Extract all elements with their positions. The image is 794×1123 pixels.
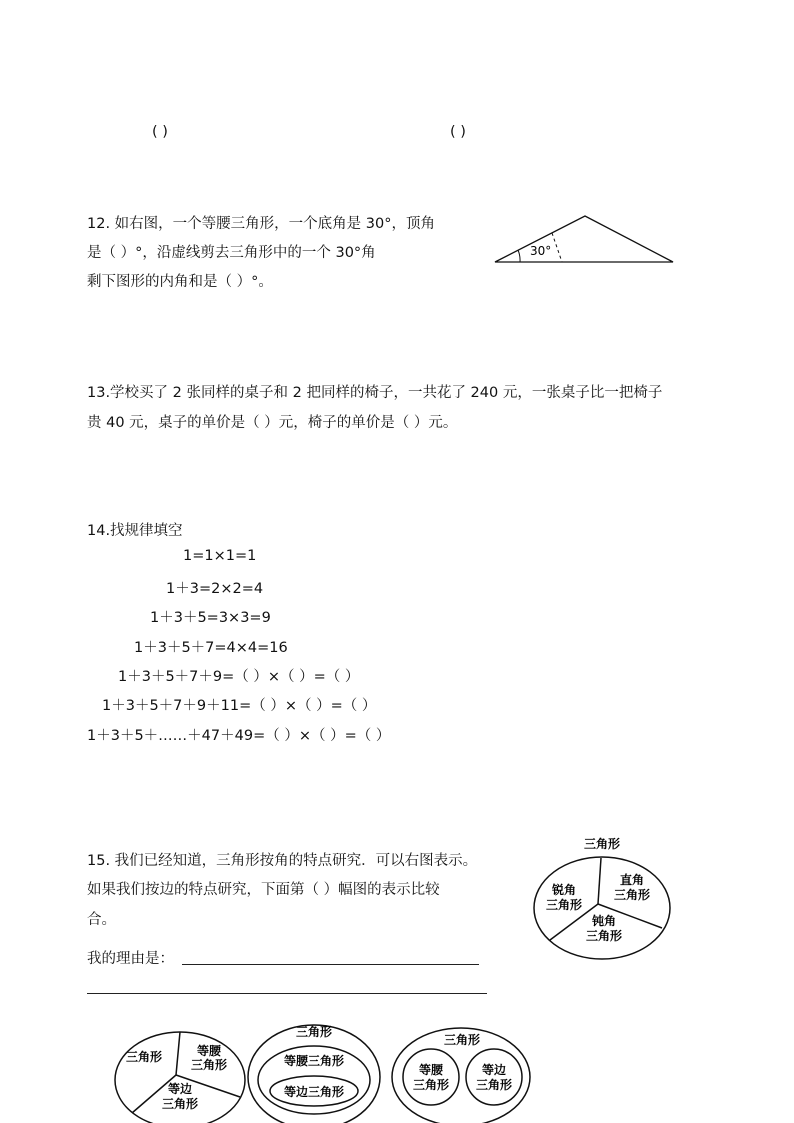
reason-label: 我的理由是： bbox=[87, 951, 174, 967]
acute-label-2: 三角形 bbox=[545, 898, 583, 912]
isosceles-label: 等腰三角形 bbox=[283, 1054, 345, 1068]
triangle-label: 三角形 bbox=[125, 1050, 163, 1064]
pattern-row: 1＋3＋5=3×3=9 bbox=[150, 610, 271, 626]
answer-blank-left: ( ) bbox=[152, 124, 168, 140]
pattern-row: 1＋3＋5＋7＋9＋11=（ ）×（ ）=（ ） bbox=[102, 698, 377, 714]
isosceles-label: 等腰 bbox=[196, 1044, 222, 1058]
answer-blank-right: ( ) bbox=[450, 124, 466, 140]
option-diagram-2 bbox=[244, 1017, 384, 1123]
equilateral-label-2: 三角形 bbox=[475, 1078, 513, 1092]
isosceles-label: 等腰 bbox=[418, 1063, 444, 1077]
right-label: 直角 bbox=[619, 873, 645, 887]
angle-classification-diagram bbox=[528, 832, 676, 964]
q12-line2: 是（ ）°，沿虚线剪去三角形中的一个 30°角 bbox=[87, 245, 376, 261]
reason-blank-1[interactable] bbox=[182, 964, 479, 965]
pattern-row: 1＋3＋5＋……＋47＋49=（ ）×（ ）=（ ） bbox=[87, 728, 391, 744]
q12-line3: 剩下图形的内角和是（ ）°。 bbox=[87, 274, 273, 290]
acute-label: 锐角 bbox=[551, 883, 577, 897]
reason-blank-2[interactable] bbox=[87, 993, 487, 994]
q15-line3: 合。 bbox=[87, 912, 116, 928]
obtuse-label-2: 三角形 bbox=[585, 929, 623, 943]
equilateral-label: 等边 bbox=[167, 1082, 193, 1096]
equilateral-label: 等边三角形 bbox=[283, 1085, 345, 1099]
equilateral-label-2: 三角形 bbox=[161, 1097, 199, 1111]
option-diagram-1 bbox=[110, 1023, 250, 1123]
q13-line2: 贵 40 元，桌子的单价是（ ）元，椅子的单价是（ ）元。 bbox=[87, 415, 458, 431]
triangle-label: 三角形 bbox=[295, 1025, 333, 1039]
q15-line2: 如果我们按边的特点研究，下面第（ ）幅图的表示比较 bbox=[87, 882, 440, 898]
pattern-row: 1＋3＋5＋7=4×4=16 bbox=[134, 640, 288, 656]
obtuse-label: 钝角 bbox=[591, 914, 617, 928]
right-label-2: 三角形 bbox=[613, 888, 651, 902]
triangle-label: 三角形 bbox=[443, 1033, 481, 1047]
pattern-row: 1＋3＋5＋7＋9=（ ）×（ ）=（ ） bbox=[118, 669, 360, 685]
pattern-row: 1＋3=2×2=4 bbox=[166, 581, 264, 597]
q14-title: 14.找规律填空 bbox=[87, 523, 183, 539]
isosceles-triangle-figure bbox=[490, 210, 680, 270]
isosceles-label-2: 三角形 bbox=[412, 1078, 450, 1092]
isosceles-label-2: 三角形 bbox=[190, 1058, 228, 1072]
q12-line1: 12. 如右图，一个等腰三角形，一个底角是 30°，顶角 bbox=[87, 216, 435, 232]
angle-label: 30° bbox=[530, 244, 552, 258]
diagram-title: 三角形 bbox=[583, 837, 621, 851]
equilateral-label: 等边 bbox=[481, 1063, 507, 1077]
q15-line1: 15. 我们已经知道，三角形按角的特点研究．可以右图表示。 bbox=[87, 853, 478, 869]
q13-line1: 13.学校买了 2 张同样的桌子和 2 把同样的椅子，一共花了 240 元，一张桌子比一把椅子 bbox=[87, 385, 663, 401]
pattern-row: 1=1×1=1 bbox=[183, 548, 257, 564]
option-diagram-3 bbox=[386, 1019, 536, 1123]
